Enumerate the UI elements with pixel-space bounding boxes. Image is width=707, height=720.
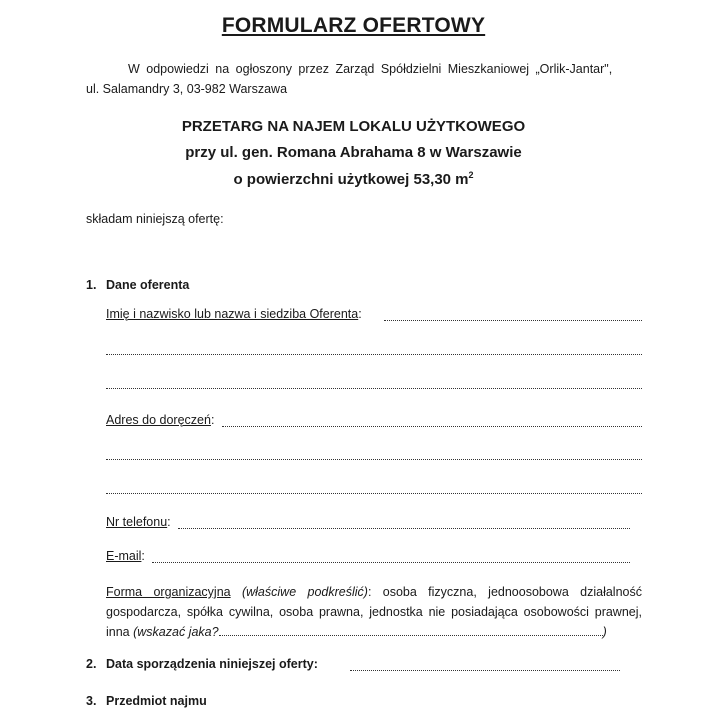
address-label: Adres do doręczeń: [106, 413, 211, 427]
organization-form-options[interactable]: : osoba fizyczna, jednoosobowa działalność gospodarcza, spółka cywilna, osoba prawna, jednostka nie posiadająca osobowości prawnej, inna: [106, 585, 642, 639]
section-2-title: Data sporządzenia niniejszej oferty:: [106, 657, 318, 671]
section-3-number: 3.: [86, 694, 97, 708]
offer-date-input-line[interactable]: [350, 670, 620, 671]
subtitle-superscript: 2: [468, 170, 474, 180]
email-label: E-mail: [106, 549, 142, 563]
organization-other-hint: (wskazać jaka?: [133, 625, 219, 639]
document-title: FORMULARZ OFERTOWY: [221, 14, 486, 37]
name-input-line-3[interactable]: [106, 388, 642, 389]
organization-other-input[interactable]: [219, 625, 603, 636]
section-2-number: 2.: [86, 657, 97, 671]
phone-input-line[interactable]: [178, 528, 630, 529]
phone-label: Nr telefonu: [106, 515, 168, 529]
name-label: Imię i nazwisko lub nazwa i siedziba Oferenta: [106, 307, 359, 321]
address-colon: :: [210, 413, 215, 427]
organization-form-paragraph: [106, 582, 642, 642]
section-1-number: 1.: [86, 278, 97, 292]
phone-field-label: [106, 515, 171, 529]
name-colon: :: [358, 307, 362, 321]
email-input-line[interactable]: [152, 562, 630, 563]
address-input-line-1[interactable]: [222, 426, 642, 427]
address-input-line-3[interactable]: [106, 493, 642, 494]
organization-form-label: Forma organizacyjna: [106, 585, 231, 599]
subtitle-line-3: [0, 170, 707, 188]
name-field-label: [106, 307, 362, 321]
section-3-title: Przedmiot najmu: [106, 694, 207, 708]
subtitle-line-1: PRZETARG NA NAJEM LOKALU UŻYTKOWEGO: [181, 118, 526, 135]
address-input-line-2[interactable]: [106, 459, 642, 460]
email-field-label: [106, 549, 145, 563]
intro-line-2: ul. Salamandry 3, 03-982 Warszawa: [86, 82, 288, 96]
subtitle-line-2: przy ul. gen. Romana Abrahama 8 w Warszawie: [185, 144, 522, 161]
phone-colon: :: [167, 515, 171, 529]
name-input-line-1[interactable]: [384, 320, 642, 321]
email-colon: :: [141, 549, 145, 563]
address-field-label: [106, 413, 214, 427]
name-input-line-2[interactable]: [106, 354, 642, 355]
organization-other-close: ): [602, 625, 607, 639]
section-1-title: Dane oferenta: [106, 278, 190, 292]
subtitle-line-3-text: o powierzchni użytkowej 53,30 m: [233, 171, 469, 188]
organization-form-hint: (właściwe podkreślić): [241, 585, 368, 599]
intro-line-1: W odpowiedzi na ogłoszony przez Zarząd Spółdzielni Mieszkaniowej „Orlik-Jantar",: [128, 62, 613, 76]
offer-text: składam niniejszą ofertę:: [86, 212, 224, 226]
